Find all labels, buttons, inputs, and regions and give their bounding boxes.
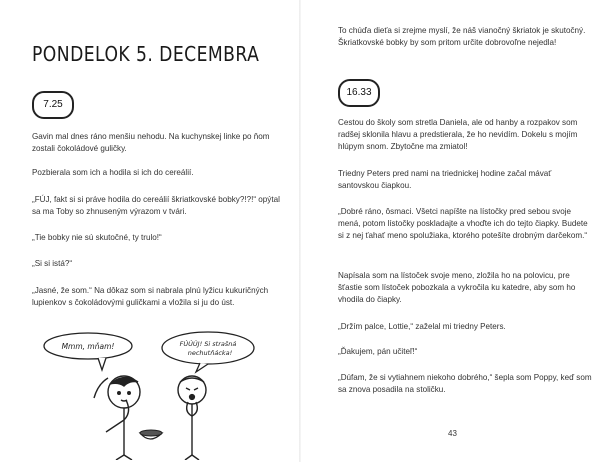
girl-speech-text: Mmm, mňam! xyxy=(61,342,115,351)
paragraph: Napísala som na lístoček svoje meno, zložila ho na polovicu, pre šťastie som lístoček pobozkala a vykročila ku katedre, aby som ho vhodila do čiapky. xyxy=(338,271,576,304)
time-stamp-afternoon: 16.33 xyxy=(338,79,380,107)
paragraph: „Ďakujem, pán učiteľ!“ xyxy=(338,347,418,356)
paragraph: „Dúfam, že si vytiahnem niekoho dobrého,“ šepla som Poppy, keď som sa znova posadila na stoličku. xyxy=(338,373,592,394)
paragraph: Gavin mal dnes ráno menšiu nehodu. Na kuchynskej linke po ňom zostali čokoládové guličky. xyxy=(32,132,270,153)
kids-illustration xyxy=(28,330,278,460)
girl-speech-bubble xyxy=(44,333,132,370)
paragraph: „Dobré ráno, ôsmaci. Všetci napíšte na lístočky pred sebou svoje mená, potom lístočky poskladajte a vhoďte ich do tejto čiapky. Budete si z nej ťahať meno spolužiaka, ktorého potešíte drobným darčekom.“ xyxy=(338,207,588,240)
paragraph: Triedny Peters pred nami na triednickej hodine začal mávať santovskou čiapkou. xyxy=(338,169,552,190)
paragraph: „Držím palce, Lottie,“ zaželal mi triedny Peters. xyxy=(338,322,506,331)
paragraph: Pozbierala som ich a hodila si ich do cereálií. xyxy=(32,168,194,177)
time-stamp-morning: 7.25 xyxy=(32,91,74,119)
paragraph: Cestou do školy som stretla Daniela, ale od hanby a rozpakov som radšej sklonila hlavu a predstierala, že ho nevidím. Dokelu s mojím hlúpym snom. Zbytočne ma zmiatol! xyxy=(338,118,578,151)
intro-paragraph: To chúďa dieťa si zrejme myslí, že náš vianočný škriatok je skutočný. Škriatkovské bobky by som pritom určite dobrovoľne nejedla! xyxy=(338,26,586,47)
cereal-bowl xyxy=(140,430,162,439)
paragraph: „Jasné, že som.“ Na dôkaz som si nabrala plnú lyžicu kukuričných lupienkov s čokoládovými guličkami a vložila si ju do úst. xyxy=(32,286,269,307)
boy-speech-bubble xyxy=(162,332,254,372)
boy-speech-text-2: nechutňácka! xyxy=(187,349,233,357)
paragraph: „FÚJ, fakt si si práve hodila do cereálií škriatkovské bobky?!?!“ opýtal sa ma Toby so zhnuseným výrazom v tvári. xyxy=(32,195,280,216)
right-page xyxy=(300,0,600,462)
paragraph: „Si si istá?“ xyxy=(32,259,73,268)
boy-speech-text-1: FÚÚÚJ! Si strašná xyxy=(179,340,237,348)
page-title: PONDELOK 5. DECEMBRA xyxy=(32,42,260,66)
girl-figure xyxy=(94,376,140,460)
page-number: 43 xyxy=(448,429,457,438)
paragraph: „Tie bobky nie sú skutočné, ty trulo!“ xyxy=(32,233,162,242)
boy-figure xyxy=(178,376,206,460)
